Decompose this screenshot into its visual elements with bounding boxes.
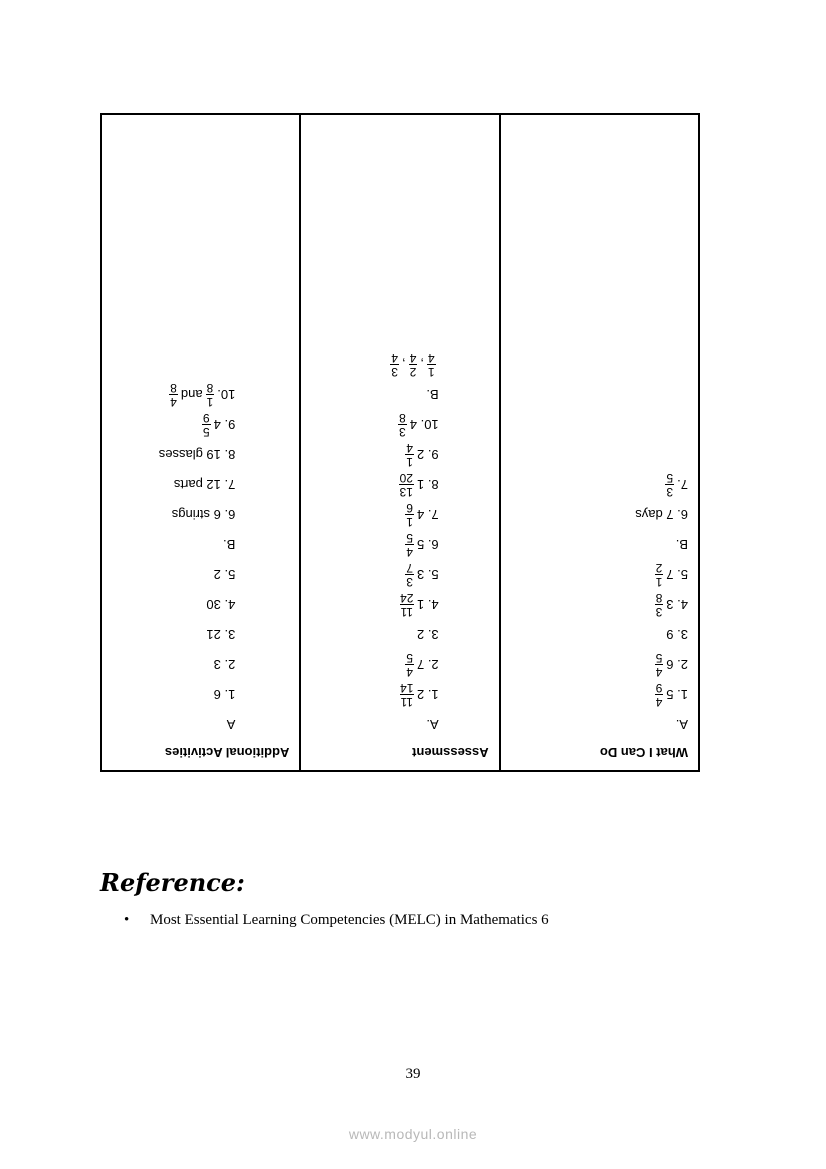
answer-text: and: [180, 387, 203, 403]
fraction: [400, 682, 414, 709]
reference-list: [124, 912, 549, 929]
answer-text: 2. 7: [416, 657, 439, 673]
fraction: [409, 352, 418, 379]
answer-text: 6. 6 strings: [171, 507, 236, 523]
denominator: 4: [406, 441, 413, 456]
answer-text: B.: [675, 537, 688, 553]
reference-text: Most Essential Learning Competencies (MELC) in Mathematics 6: [150, 912, 549, 928]
reference-heading: Reference:: [100, 868, 245, 897]
denominator: 9: [655, 681, 663, 696]
answer-list: [301, 350, 498, 740]
fraction: [405, 652, 414, 679]
answer-text: ,: [402, 357, 406, 373]
answer-text: 5. 7: [666, 567, 688, 583]
numerator: 4: [655, 695, 663, 710]
answer-item: [102, 680, 235, 710]
fraction: [399, 472, 414, 499]
answer-item: [301, 440, 438, 470]
table-column: [499, 115, 698, 770]
answer-text: 3. 2: [416, 627, 439, 643]
answer-item: [501, 470, 688, 500]
denominator: 6: [406, 501, 413, 516]
denominator: 4: [409, 351, 417, 366]
answer-text: B.: [426, 387, 439, 403]
denominator: 4: [391, 351, 399, 366]
answer-text: ,: [420, 357, 424, 373]
answer-text: 4. 1: [416, 597, 439, 613]
answer-text: 8. 19 glasses: [158, 447, 236, 463]
fraction: [405, 502, 414, 529]
answer-item: [102, 380, 235, 410]
answer-text: 5. 3: [416, 567, 439, 583]
denominator: 8: [170, 381, 177, 396]
answer-item: [102, 440, 235, 470]
denominator: 9: [202, 411, 210, 426]
numerator: 11: [400, 605, 413, 620]
answer-item: [501, 620, 688, 650]
fraction: [655, 682, 664, 709]
fraction: [655, 562, 664, 589]
answer-item: [301, 680, 438, 710]
numerator: 4: [406, 545, 413, 560]
answer-item: [301, 620, 438, 650]
denominator: 8: [655, 591, 663, 606]
answer-text: 6. 5: [416, 537, 439, 553]
column-header: Assessment: [412, 745, 489, 760]
answer-item: [301, 350, 438, 380]
numerator: 1: [655, 575, 663, 590]
answer-item: [102, 470, 235, 500]
answer-item: [102, 560, 235, 590]
denominator: 5: [406, 531, 413, 546]
answer-item: [301, 500, 438, 530]
denominator: 24: [400, 591, 414, 606]
answer-text: 8. 1: [416, 477, 439, 493]
column-header: What I Can Do: [599, 745, 688, 760]
answer-text: A: [226, 717, 236, 733]
answer-text: 1. 2: [416, 687, 439, 703]
fraction: [202, 412, 211, 439]
answer-item: [301, 470, 438, 500]
numerator: 3: [666, 485, 674, 500]
answer-item: [102, 530, 235, 560]
numerator: 3: [399, 425, 406, 440]
fraction: [427, 352, 436, 379]
answer-item: [501, 500, 688, 530]
numerator: 1: [206, 395, 214, 410]
numerator: 4: [655, 665, 663, 680]
answer-text: 7.: [677, 477, 688, 493]
answer-key-table: [100, 113, 700, 772]
answer-list: [501, 470, 698, 740]
table-column: [299, 115, 498, 770]
answer-text: 2. 6: [666, 657, 688, 673]
answer-text: 5. 2: [213, 567, 236, 583]
fraction: [169, 382, 178, 409]
fraction: [390, 352, 399, 379]
fraction: [655, 652, 664, 679]
numerator: 4: [406, 665, 413, 680]
fraction: [405, 442, 414, 469]
denominator: 14: [400, 681, 414, 696]
denominator: 2: [655, 561, 663, 576]
answer-text: 9. 4: [213, 417, 236, 433]
answer-item: [301, 560, 438, 590]
answer-text: 7. 12 parts: [173, 477, 236, 493]
numerator: 1: [406, 455, 413, 470]
answer-item: [301, 650, 438, 680]
answer-text: 1. 5: [666, 687, 688, 703]
answer-text: 3. 21: [206, 627, 236, 643]
answer-item: [102, 650, 235, 680]
reference-item: [124, 912, 549, 929]
answer-item: [301, 380, 438, 410]
answer-item: [102, 710, 235, 740]
answer-text: 9. 2: [416, 447, 439, 463]
answer-item: [501, 560, 688, 590]
watermark: www.modyul.online: [348, 1126, 478, 1142]
numerator: 3: [406, 575, 413, 590]
answer-text: A.: [426, 717, 439, 733]
numerator: 1: [427, 365, 435, 380]
answer-item: [501, 710, 688, 740]
denominator: 8: [206, 381, 214, 396]
numerator: 4: [170, 395, 177, 410]
answer-text: B.: [223, 537, 236, 553]
answer-item: [501, 530, 688, 560]
fraction: [400, 592, 414, 619]
denominator: 4: [427, 351, 435, 366]
answer-item: [301, 410, 438, 440]
answer-text: 10.: [217, 387, 236, 403]
answer-item: [301, 590, 438, 620]
numerator: 3: [655, 605, 663, 620]
fraction: [655, 592, 664, 619]
answer-text: 6. 7 days: [635, 507, 688, 523]
denominator: 20: [399, 471, 413, 486]
answer-text: A.: [675, 717, 688, 733]
numerator: 13: [399, 485, 413, 500]
answer-item: [501, 650, 688, 680]
answer-item: [102, 620, 235, 650]
answer-item: [501, 680, 688, 710]
answer-text: 10. 4: [409, 417, 439, 433]
fraction: [665, 472, 674, 499]
numerator: 1: [406, 515, 413, 530]
answer-text: 4. 3: [666, 597, 688, 613]
answer-list: [102, 380, 299, 740]
numerator: 11: [400, 695, 413, 710]
fraction: [405, 562, 414, 589]
answer-text: 2. 3: [213, 657, 236, 673]
answer-item: [301, 530, 438, 560]
denominator: 7: [406, 561, 413, 576]
answer-item: [102, 500, 235, 530]
numerator: 5: [202, 425, 210, 440]
page-number: 39: [405, 1066, 421, 1082]
answer-item: [501, 590, 688, 620]
fraction: [398, 412, 407, 439]
answer-text: 4. 30: [206, 597, 236, 613]
answer-item: [301, 710, 438, 740]
answer-text: 7. 4: [416, 507, 439, 523]
answer-text: 3. 9: [666, 627, 688, 643]
table-column: [102, 115, 299, 770]
fraction: [206, 382, 215, 409]
answer-text: 1. 6: [213, 687, 236, 703]
column-header: Additional Activities: [164, 745, 290, 760]
denominator: 8: [399, 411, 406, 426]
denominator: 5: [406, 651, 413, 666]
numerator: 3: [391, 365, 399, 380]
denominator: 5: [655, 651, 663, 666]
answer-item: [102, 590, 235, 620]
answer-item: [102, 410, 235, 440]
bullet-icon: •: [124, 912, 130, 928]
numerator: 2: [409, 365, 417, 380]
fraction: [405, 532, 414, 559]
denominator: 5: [666, 471, 674, 486]
